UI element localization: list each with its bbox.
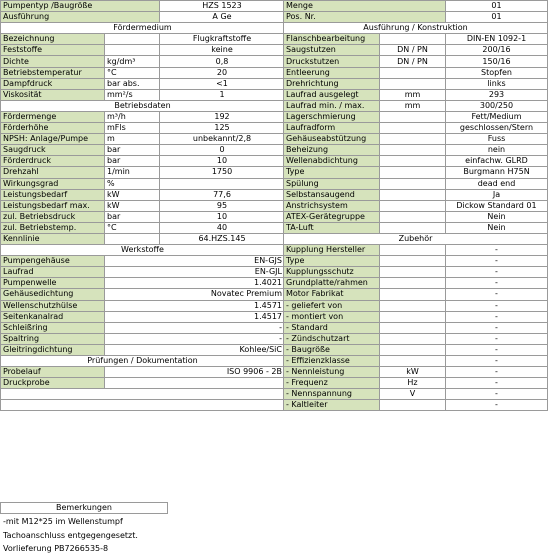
spec-label: Saugstutzen: [284, 45, 380, 56]
spec-label: - Nennspannung: [284, 389, 380, 400]
spec-row: [284, 245, 548, 256]
spec-label: - geliefert von: [284, 300, 380, 311]
spec-row: [284, 89, 548, 100]
spec-label: Leistungsbedarf max.: [1, 200, 105, 211]
spec-value: -: [446, 245, 548, 256]
spec-value: Burgmann H75N: [446, 167, 548, 178]
spec-value: [105, 378, 285, 389]
spec-value: Dickow Standard 01: [446, 200, 548, 211]
spec-unit: [380, 123, 446, 134]
spec-unit: bar: [105, 211, 160, 222]
spec-row: [1, 311, 285, 322]
spec-row: [1, 156, 285, 167]
spec-row: [1, 134, 285, 145]
spec-row: [284, 45, 548, 56]
spec-unit: [380, 111, 446, 122]
spec-unit: DN / PN: [380, 56, 446, 67]
spec-row: [284, 367, 548, 378]
bemerkungen-line: Tachoanschluss entgegengesetzt.: [3, 530, 138, 540]
spec-row: [284, 167, 548, 178]
spec-row: [1, 367, 285, 378]
spec-label: NPSH: Anlage/Pumpe: [1, 134, 105, 145]
spec-value: -: [446, 267, 548, 278]
section-title-foerdermedium: Fördermedium: [1, 23, 285, 34]
spec-unit: 1/min: [105, 167, 160, 178]
spec-row: [1, 356, 285, 367]
spec-row: [284, 222, 548, 233]
spec-value: -: [446, 256, 548, 267]
spec-row: [284, 178, 548, 189]
spec-value: 0: [160, 145, 285, 156]
spec-row: [284, 100, 548, 111]
spec-row: [284, 378, 548, 389]
spec-row: [1, 111, 285, 122]
spec-label: Laufrad ausgelegt: [284, 89, 380, 100]
spec-unit: [380, 34, 446, 45]
spec-unit: [380, 245, 446, 256]
spec-unit: %: [105, 178, 160, 189]
spec-label: Drehzahl: [1, 167, 105, 178]
spec-row: [284, 356, 548, 367]
spec-label: Kupplung Hersteller: [284, 245, 380, 256]
spec-value: -: [446, 322, 548, 333]
spec-value: 1.4517: [105, 311, 285, 322]
spec-row: [284, 400, 548, 411]
spec-value: Nein: [446, 222, 548, 233]
spec-label: Viskosität: [1, 89, 105, 100]
spec-value: einfachw. GLRD: [446, 156, 548, 167]
spec-row: [284, 200, 548, 211]
spec-label: Probelauf: [1, 367, 105, 378]
spec-unit: [105, 233, 160, 244]
spec-value: 64.HZS.145: [160, 233, 285, 244]
spec-row: [1, 67, 285, 78]
spec-value: 125: [160, 123, 285, 134]
spec-unit: [380, 211, 446, 222]
spec-unit: [105, 34, 160, 45]
spec-value: -: [446, 289, 548, 300]
spec-row: [1, 344, 285, 355]
section-title-werkstoffe: Werkstoffe: [1, 245, 285, 256]
spec-value: HZS 1523: [160, 1, 285, 12]
spec-unit: [380, 222, 446, 233]
spec-label: Druckstutzen: [284, 56, 380, 67]
spec-row: [1, 200, 285, 211]
spec-label: - Zündschutzart: [284, 333, 380, 344]
spec-label: Anstrichsystem: [284, 200, 380, 211]
spec-label: Menge: [284, 1, 446, 12]
spec-unit: [380, 278, 446, 289]
spec-row: [284, 278, 548, 289]
spec-label: - Frequenz: [284, 378, 380, 389]
section-title-zubehoer: Zubehör: [284, 233, 548, 244]
spec-row: [284, 111, 548, 122]
spec-label: Type: [284, 167, 380, 178]
spec-unit: mm: [380, 100, 446, 111]
spec-value: 192: [160, 111, 285, 122]
spec-value: dead end: [446, 178, 548, 189]
spec-value: -: [446, 278, 548, 289]
spec-label: Beheizung: [284, 145, 380, 156]
spec-unit: [380, 78, 446, 89]
spec-row: [1, 189, 285, 200]
spec-label: Bezeichnung: [1, 34, 105, 45]
spec-value: 77,6: [160, 189, 285, 200]
bemerkungen-line: Vorlieferung PB7266535-8: [3, 544, 109, 553]
spec-value: Fuss: [446, 134, 548, 145]
spec-value: Flugkraftstoffe: [160, 34, 285, 45]
spec-row: [284, 289, 548, 300]
spec-value: nein: [446, 145, 548, 156]
spec-row: [1, 178, 285, 189]
spec-row: [1, 233, 285, 244]
spec-row: [284, 211, 548, 222]
spec-label: - montiert von: [284, 311, 380, 322]
spec-label: zul. Betriebsdruck: [1, 211, 105, 222]
spec-row: [284, 1, 548, 12]
spec-row: [284, 12, 548, 23]
spec-row: [1, 278, 285, 289]
spec-value: 01: [446, 1, 548, 12]
spec-row: [284, 267, 548, 278]
spec-value: 300/250: [446, 100, 548, 111]
spec-value: -: [446, 333, 548, 344]
spec-value: -: [446, 344, 548, 355]
spec-row: [284, 256, 548, 267]
spec-row: [1, 245, 285, 256]
spec-unit: °C: [105, 67, 160, 78]
spec-label: Pumpengehäuse: [1, 256, 105, 267]
spec-label: Spülung: [284, 178, 380, 189]
spec-unit: kW: [105, 200, 160, 211]
spec-row: [284, 344, 548, 355]
spec-value: Nein: [446, 211, 548, 222]
spec-value: DIN-EN 1092-1: [446, 34, 548, 45]
spec-unit: [380, 356, 446, 367]
spec-unit: m³/h: [105, 111, 160, 122]
spec-unit: mm: [380, 89, 446, 100]
spec-value: A Ge: [160, 12, 285, 23]
spec-unit: [380, 256, 446, 267]
spec-row: [1, 400, 285, 411]
spec-row: [1, 78, 285, 89]
spec-label: Gehäusedichtung: [1, 289, 105, 300]
spec-value: 150/16: [446, 56, 548, 67]
spec-label: Betriebstemperatur: [1, 67, 105, 78]
spec-label: Wellenschutzhülse: [1, 300, 105, 311]
spec-value: 10: [160, 156, 285, 167]
spec-label: Förderdruck: [1, 156, 105, 167]
spec-row: [1, 100, 285, 111]
spec-row: [284, 56, 548, 67]
spec-row: [284, 34, 548, 45]
spec-label: Grundplatte/rahmen: [284, 278, 380, 289]
spec-row: [1, 211, 285, 222]
spec-value: Kohlee/SiC: [105, 344, 285, 355]
spec-row: [1, 256, 285, 267]
spec-value: EN-GJL: [105, 267, 285, 278]
spec-row: [1, 267, 285, 278]
spec-unit: [380, 300, 446, 311]
spec-row: [284, 78, 548, 89]
spec-unit: kW: [105, 189, 160, 200]
spec-unit: kg/dm³: [105, 56, 160, 67]
spec-label: Saugdruck: [1, 145, 105, 156]
spec-row: [1, 300, 285, 311]
spec-value: 95: [160, 200, 285, 211]
spec-label: Selbstansaugend: [284, 189, 380, 200]
spec-unit: [380, 322, 446, 333]
spec-row: [284, 322, 548, 333]
spec-row: [284, 311, 548, 322]
spec-row: [1, 23, 285, 34]
spec-row: [1, 389, 285, 400]
spec-value: <1: [160, 78, 285, 89]
spec-unit: [380, 200, 446, 211]
spec-value: EN-GJS: [105, 256, 285, 267]
spec-value: 0,8: [160, 56, 285, 67]
bemerkungen-line: -mit M12*25 im Wellenstumpf: [3, 517, 123, 526]
spec-label: Wellenabdichtung: [284, 156, 380, 167]
spec-unit: [105, 45, 160, 56]
spec-label: TA-Luft: [284, 222, 380, 233]
spec-unit: [380, 344, 446, 355]
spec-unit: [380, 167, 446, 178]
spec-value: links: [446, 78, 548, 89]
spec-row: [284, 300, 548, 311]
spec-label: - Standard: [284, 322, 380, 333]
spec-value: 1.4571: [105, 300, 285, 311]
spec-label: Pos. Nr.: [284, 12, 446, 23]
bemerkungen-title: Bemerkungen: [1, 503, 168, 514]
spec-label: Drehrichtung: [284, 78, 380, 89]
spec-row: [284, 333, 548, 344]
spec-row: [284, 134, 548, 145]
spec-value: 200/16: [446, 45, 548, 56]
spec-label: Druckprobe: [1, 378, 105, 389]
spec-label: Schleißring: [1, 322, 105, 333]
spec-label: Kennlinie: [1, 233, 105, 244]
spec-value: Ja: [446, 189, 548, 200]
spec-unit: [380, 178, 446, 189]
spec-row: [1, 145, 285, 156]
spec-unit: V: [380, 389, 446, 400]
spec-value: keine: [160, 45, 285, 56]
spec-value: -: [446, 300, 548, 311]
spec-row: [1, 333, 285, 344]
spec-unit: [380, 311, 446, 322]
spec-row: [1, 322, 285, 333]
spec-value: ISO 9906 - 2B: [105, 367, 285, 378]
section-title-ausfuehrung: Ausführung / Konstruktion: [284, 23, 548, 34]
bemerkungen-table: [0, 502, 168, 514]
spec-value: Novatec Premium: [105, 289, 285, 300]
spec-row: [1, 1, 285, 12]
bemerkungen-lines: [3, 515, 543, 556]
spec-label: Gehäuseabstützung: [284, 134, 380, 145]
spec-label: Type: [284, 256, 380, 267]
left-spec-table: [0, 0, 285, 411]
spec-unit: Hz: [380, 378, 446, 389]
spec-label: Laufrad min. / max.: [284, 100, 380, 111]
spec-label: Pumpentyp /Baugröße: [1, 1, 160, 12]
spec-row: [1, 167, 285, 178]
spec-unit: [380, 400, 446, 411]
spec-label: - Baugröße: [284, 344, 380, 355]
spec-label: - Nennleistung: [284, 367, 380, 378]
spec-value: -: [446, 378, 548, 389]
spec-unit: [380, 333, 446, 344]
spec-unit: bar: [105, 145, 160, 156]
spec-label: Förderhöhe: [1, 123, 105, 134]
spec-row: [284, 145, 548, 156]
spec-unit: kW: [380, 367, 446, 378]
spec-value: -: [446, 400, 548, 411]
spec-value: 293: [446, 89, 548, 100]
spec-label: - Kaltleiter: [284, 400, 380, 411]
spec-row: [1, 222, 285, 233]
spec-value: 20: [160, 67, 285, 78]
spec-label: Dichte: [1, 56, 105, 67]
spec-value: 10: [160, 211, 285, 222]
spec-value: 1: [160, 89, 285, 100]
spec-value: unbekannt/2,8: [160, 134, 285, 145]
spec-row: [284, 67, 548, 78]
spec-unit: [380, 145, 446, 156]
spec-label: Motor Fabrikat: [284, 289, 380, 300]
spec-value: Stopfen: [446, 67, 548, 78]
spec-label: Lagerschmierung: [284, 111, 380, 122]
spec-label: Fördermenge: [1, 111, 105, 122]
spec-unit: °C: [105, 222, 160, 233]
right-spec-table: [283, 0, 548, 411]
spec-unit: bar: [105, 156, 160, 167]
spec-label: Laufrad: [1, 267, 105, 278]
spec-label: Wirkungsgrad: [1, 178, 105, 189]
spec-label: Seitenkanalrad: [1, 311, 105, 322]
spec-value: -: [105, 322, 285, 333]
spec-unit: [380, 189, 446, 200]
spec-label: Leistungsbedarf: [1, 189, 105, 200]
spec-unit: mFls: [105, 123, 160, 134]
spec-row: [1, 289, 285, 300]
spec-row: [284, 123, 548, 134]
empty-cell: [1, 400, 285, 411]
spec-label: ATEX-Gerätegruppe: [284, 211, 380, 222]
spec-value: 01: [446, 12, 548, 23]
spec-value: -: [105, 333, 285, 344]
spec-value: -: [446, 356, 548, 367]
section-title-pruefungen: Prüfungen / Dokumentation: [1, 356, 285, 367]
spec-label: Spaltring: [1, 333, 105, 344]
spec-label: Laufradform: [284, 123, 380, 134]
spec-value: 1750: [160, 167, 285, 178]
spec-value: geschlossen/Stern: [446, 123, 548, 134]
spec-label: Ausführung: [1, 12, 160, 23]
spec-unit: mm²/s: [105, 89, 160, 100]
spec-value: Fett/Medium: [446, 111, 548, 122]
spec-row: [284, 389, 548, 400]
spec-unit: [380, 156, 446, 167]
spec-row: [284, 23, 548, 34]
spec-row: [1, 12, 285, 23]
section-title-betriebsdaten: Betriebsdaten: [1, 100, 285, 111]
spec-label: Kupplungsschutz: [284, 267, 380, 278]
spec-value: -: [446, 389, 548, 400]
spec-unit: DN / PN: [380, 45, 446, 56]
spec-value: [160, 178, 285, 189]
spec-row: [1, 34, 285, 45]
spec-unit: [380, 267, 446, 278]
spec-value: 40: [160, 222, 285, 233]
spec-row: [1, 45, 285, 56]
spec-unit: [380, 289, 446, 300]
spec-label: Feststoffe: [1, 45, 105, 56]
spec-row: [284, 189, 548, 200]
spec-label: Gleitringdichtung: [1, 344, 105, 355]
spec-unit: [380, 134, 446, 145]
spec-value: -: [446, 311, 548, 322]
spec-row: [284, 233, 548, 244]
spec-row: [1, 56, 285, 67]
spec-value: -: [446, 367, 548, 378]
spec-value: 1.4021: [105, 278, 285, 289]
spec-unit: [380, 67, 446, 78]
spec-unit: bar abs.: [105, 78, 160, 89]
empty-cell: [1, 389, 285, 400]
spec-label: - Effizienzklasse: [284, 356, 380, 367]
spec-row: [1, 123, 285, 134]
spec-label: Entleerung: [284, 67, 380, 78]
spec-label: zul. Betriebstemp.: [1, 222, 105, 233]
spec-label: Flanschbearbeitung: [284, 34, 380, 45]
spec-row: [284, 156, 548, 167]
spec-label: Pumpenwelle: [1, 278, 105, 289]
spec-row: [1, 378, 285, 389]
spec-unit: m: [105, 134, 160, 145]
spec-label: Dampfdruck: [1, 78, 105, 89]
spec-row: [1, 89, 285, 100]
